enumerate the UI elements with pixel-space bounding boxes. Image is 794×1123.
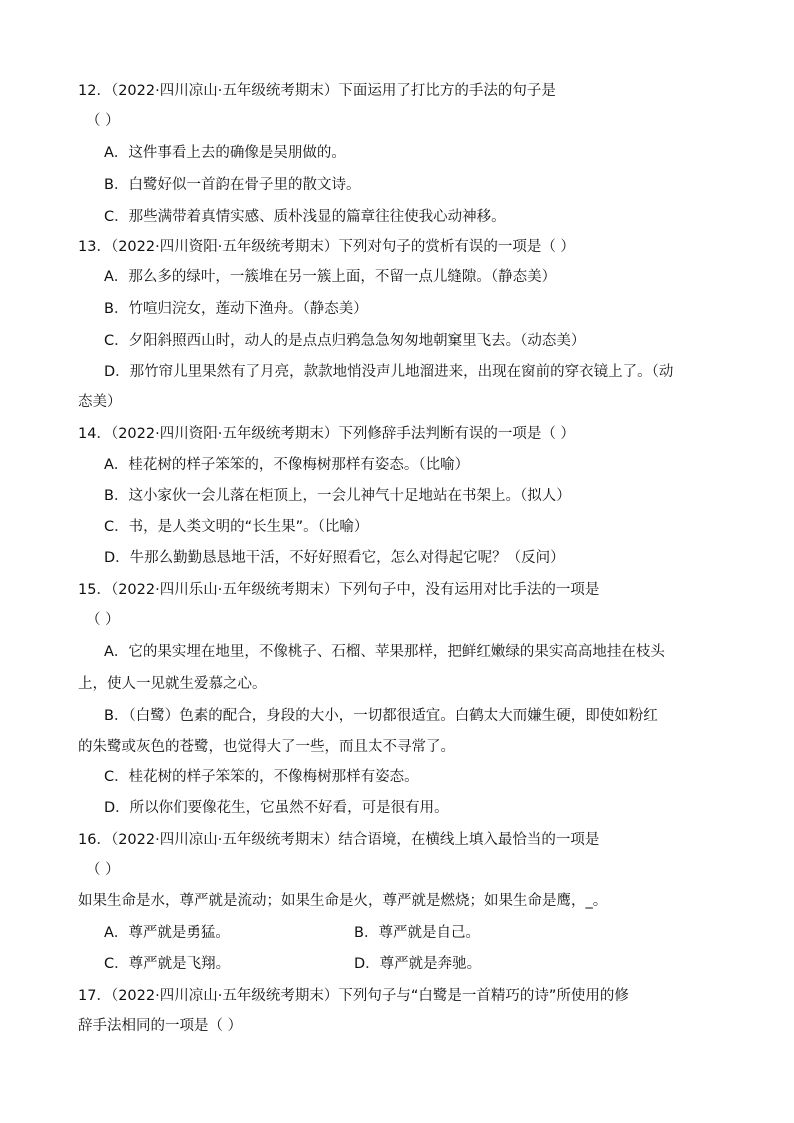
q17-stem-continuation: 辞手法相同的一项是（ ） [78, 1018, 243, 1034]
q13-option-c: C．夕阳斜照西山时，动人的是点点归鸦急急匆匆地朝窠里飞去。（动态美） [104, 333, 586, 349]
q15-option-b-continuation: 的朱鹭或灰色的苍鹭，也觉得大了一些，而且太不寻常了。 [78, 739, 455, 755]
q14-option-c: C．书，是人类文明的“长生果”。（比喻） [104, 519, 369, 535]
q12-stem: 12．（2022·四川凉山·五年级统考期末）下面运用了打比方的手法的句子是 [78, 83, 556, 99]
q16-option-b: B．尊严就是自己。 [354, 925, 480, 941]
q14-stem: 14．（2022·四川资阳·五年级统考期末）下列修辞手法判断有误的一项是（ ） [78, 426, 575, 442]
q13-option-b: B．竹喧归浣女，莲动下渔舟。（静态美） [104, 301, 368, 317]
q13-option-d: D．那竹帘儿里果然有了月亮，款款地悄没声儿地溜进来，出现在窗前的穿衣镜上了。（动 [104, 364, 674, 380]
q15-option-a: A．它的果实埋在地里，不像桃子、石榴、苹果那样，把鲜红嫩绿的果实高高地挂在枝头 [104, 644, 665, 660]
q16-answer-blank: （ ） [86, 862, 120, 878]
q12-option-b: B．白鹭好似一首韵在骨子里的散文诗。 [104, 177, 361, 193]
q13-stem: 13．（2022·四川资阳·五年级统考期末）下列对句子的赏析有误的一项是（ ） [78, 239, 575, 255]
q15-option-d: D．所以你们要像花生，它虽然不好看，可是很有用。 [104, 800, 449, 816]
q13-option-d-continuation: 态美） [78, 394, 122, 410]
q16-stem: 16．（2022·四川凉山·五年级统考期末）结合语境，在横线上填入最恰当的一项是 [78, 832, 600, 848]
q15-option-c: C．桂花树的样子笨笨的，不像梅树那样有姿态。 [104, 769, 419, 785]
q13-option-a: A．那么多的绿叶，一簇堆在另一簇上面，不留一点儿缝隙。（静态美） [104, 269, 557, 285]
q16-option-d: D．尊严就是奔驰。 [354, 956, 482, 972]
q12-option-c: C．那些满带着真情实感、质朴浅显的篇章往往使我心动神移。 [104, 209, 506, 225]
q15-option-b: B．（白鹭）色素的配合，身段的大小，一切都很适宜。白鹤太大而嫌生硬，即使如粉红 [104, 708, 658, 724]
q12-option-a: A．这件事看上去的确像是吴朋做的。 [104, 145, 346, 161]
q14-option-a: A．桂花树的样子笨笨的，不像梅树那样有姿态。（比喻） [104, 457, 470, 473]
q15-option-a-continuation: 上，使人一见就生爱慕之心。 [78, 676, 267, 692]
q16-option-a: A．尊严就是勇猛。 [104, 925, 230, 941]
q16-option-c: C．尊严就是飞翔。 [104, 956, 231, 972]
q16-context: 如果生命是水，尊严就是流动；如果生命是火，尊严就是燃烧；如果生命是鹰，_。 [78, 893, 608, 909]
q15-answer-blank: （ ） [86, 612, 120, 628]
q14-option-d: D．牛那么勤勤恳恳地干活，不好好照看它，怎么对得起它呢？（反问） [104, 550, 565, 566]
q15-stem: 15．（2022·四川乐山·五年级统考期末）下列句子中，没有运用对比手法的一项是 [78, 582, 600, 598]
q14-option-b: B．这小家伙一会儿落在柜顶上，一会儿神气十足地站在书架上。（拟人） [104, 488, 571, 504]
q12-answer-blank: （ ） [86, 113, 120, 129]
q17-stem: 17．（2022·四川凉山·五年级统考期末）下列句子与“白鹭是一首精巧的诗”所使用的修 [78, 988, 629, 1004]
